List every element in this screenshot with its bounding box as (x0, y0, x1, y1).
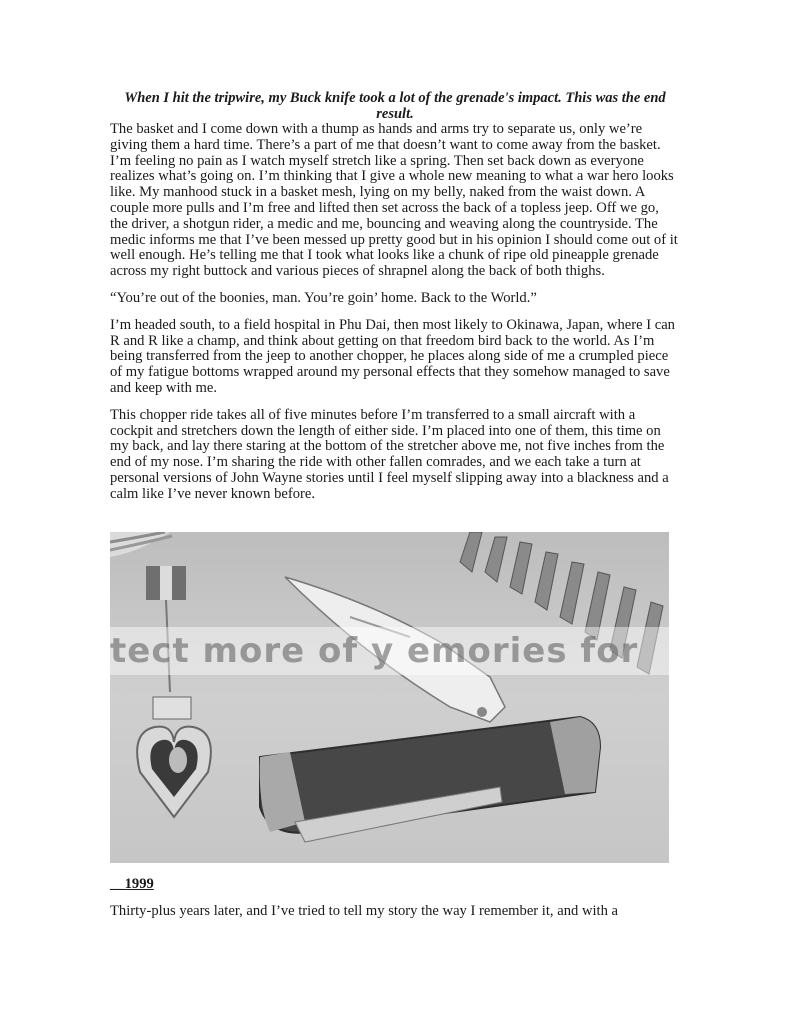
knife-medal-photo (110, 532, 669, 863)
paragraph: I’m headed south, to a field hospital in Phu Dai, then most likely to Okinawa, Japan, where I can R and R like a champ, and think about getting on that freedom bird back to the world. As I’m being transferred from the jeep to another chopper, he places along side of me a crumpled piece of my fatigue bottoms wrapped around my personal effects that they somehow managed to save and keep with me. (110, 316, 675, 396)
purple-heart-medal (137, 697, 211, 817)
section-heading (110, 876, 154, 893)
document-body (110, 90, 680, 514)
knife-handle (260, 717, 600, 842)
paragraph: This chopper ride takes all of five minutes before I’m transferred to a small aircraft with a cockpit and stretchers down the length of either side. I’m placed into one of them, this time on my back, and lay there staring at the bottom of the stretcher above me, not five inches from the end of my nose. I’m sharing the ride with other fallen comrades, and we each take a turn at personal versions of John Wayne stories until I feel myself slipping away into a blackness and a calm like I’ve never known before. (110, 406, 669, 502)
photo-illustration (110, 532, 669, 863)
paragraph: Thirty-plus years later, and I’ve tried to tell my story the way I remember it, and with a (110, 903, 619, 919)
photo-caption: When I hit the tripwire, my Buck knife took a lot of the grenade's impact. This was the end result. (124, 90, 666, 122)
year-marker: __1999 (110, 876, 154, 892)
paragraph: The basket and I come down with a thump as hands and arms try to separate us, only we’re giving them a hard time. There’s a part of me that doesn’t want to come away from the basket. I’m feeling no pain as I watch myself stretch like a spring. Then set back down as everyone realizes what’s going on. I’m thinking that I give a whole new meaning to what a war hero looks like. My manhood stuck in a basket mesh, lying on my belly, naked from the waist down. A couple more pulls and I’m free and lifted then set across the back of a topless jeep. Off we go, the driver, a shotgun rider, a medic and me, bouncing and weaving along the countryside. The medic informs me that I’ve been messed up pretty good but in his opinion I should come out of it well enough. He’s telling me that I took what looks like a chunk of ripe old pineapple grenade across my right buttock and various pieces of shrapnel along the back of both thighs. (110, 121, 678, 280)
photo-watermark: tect more of y emories for (110, 627, 669, 675)
paragraph: “You’re out of the boonies, man. You’re goin’ home. Back to the World.” (110, 289, 537, 306)
striped-fabric (110, 532, 172, 557)
